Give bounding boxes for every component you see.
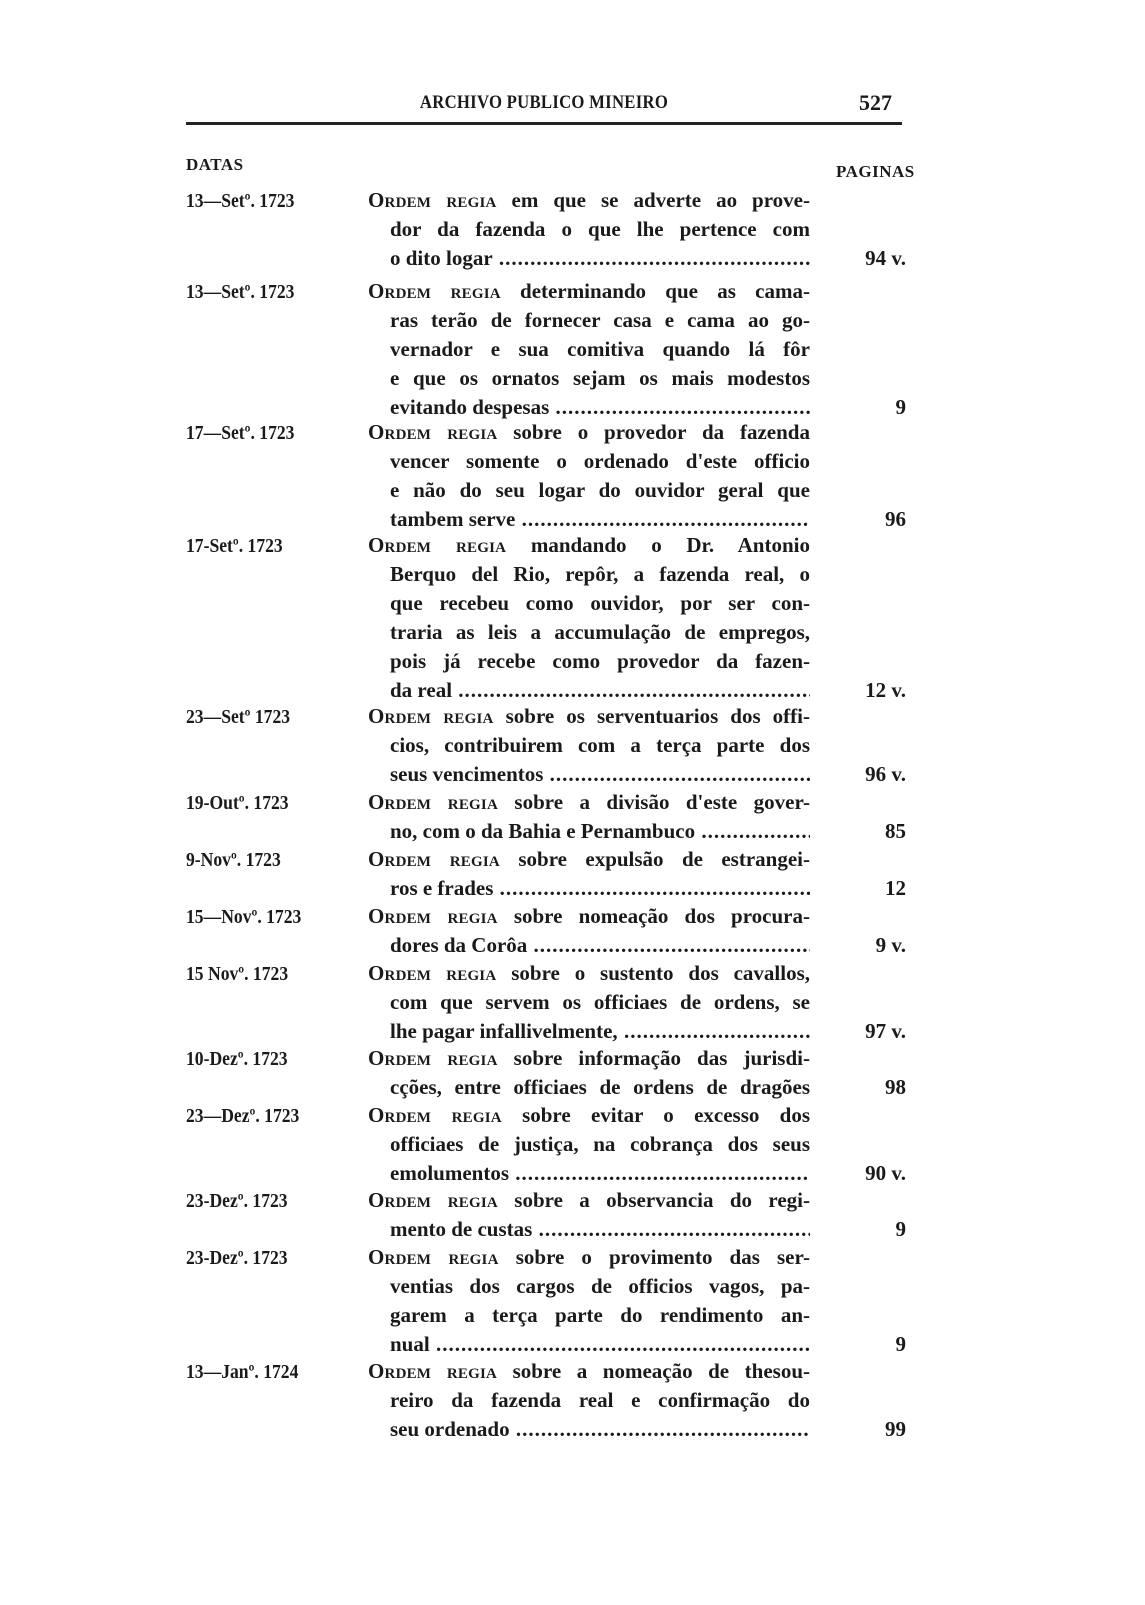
entry-line-text: sobre a nomeação de thesou- <box>497 1359 810 1383</box>
entry-lead: Ordem regia <box>368 961 497 985</box>
entry-line-text: vencer somente o ordenado d'este officio <box>390 449 810 473</box>
entry-line-text: e não do seu logar do ouvidor geral que <box>390 478 810 502</box>
entry-date: 23-Dezº. 1723 <box>186 1190 288 1212</box>
entry-last-line <box>368 676 810 705</box>
entry-date: 23-Dezº. 1723 <box>186 1247 288 1269</box>
entry-page-ref: 85 <box>885 819 906 843</box>
entry-line-text: mandando o Dr. Antonio <box>506 533 810 557</box>
entry-last-line <box>368 931 810 960</box>
entry-line-text: com que servem os officiaes de ordens, se <box>390 990 810 1014</box>
entry-line <box>368 1301 810 1330</box>
entry-line-text: seus vencimentos ..... <box>390 762 810 786</box>
entry-line-text: sobre a divisão d'este gover- <box>497 790 810 814</box>
entry-date: 13—Setº. 1723 <box>186 281 295 303</box>
entry-line-text: dores da Corôa ..... <box>390 933 810 957</box>
entry-last-line <box>368 1159 810 1188</box>
entry-description <box>368 1243 810 1359</box>
entry-page-ref: 12 <box>885 876 906 900</box>
entry-line <box>368 589 810 618</box>
entry-last-line <box>368 817 810 846</box>
entry-description <box>368 902 810 960</box>
entry-line-text: tambem serve ..... <box>390 507 810 531</box>
entry-description <box>368 1357 810 1444</box>
entry-line-text: sobre os serventuarios dos offi- <box>493 704 810 728</box>
entry-line-text: seu ordenado ..... <box>390 1417 810 1441</box>
entry-line-text: cções, entre officiaes de ordens de dragões <box>390 1075 810 1099</box>
entry-description <box>368 959 810 1046</box>
entry-line <box>368 618 810 647</box>
entry-line-text: ras terão de fornecer casa e cama ao go- <box>390 308 810 332</box>
entry-line-text: sobre informação das jurisdi- <box>497 1046 810 1070</box>
entry-line-text: determinando que as cama- <box>500 279 810 303</box>
entry-page-ref: 90 v. <box>865 1161 906 1185</box>
entry-line-text: ventias dos cargos de officios vagos, pa- <box>390 1274 810 1298</box>
entry-lead: Ordem regia <box>368 904 498 928</box>
entry-line-text: da real ..... <box>390 678 810 702</box>
entry-line <box>368 215 810 244</box>
page-number: 527 <box>859 90 892 115</box>
entry-page-ref: 9 v. <box>875 933 906 957</box>
entry-line-text: lhe pagar infallivelmente, ..... <box>390 1019 810 1043</box>
entry-line-text: reiro da fazenda real e confirmação do <box>390 1388 810 1412</box>
entry-line-text: mento de custas ..... <box>390 1217 810 1241</box>
entry-page-ref: 98 <box>885 1075 906 1099</box>
entry-line <box>368 902 810 931</box>
entry-description <box>368 788 810 846</box>
entry-lead: Ordem regia <box>368 533 507 557</box>
entry-last-line <box>368 1017 810 1046</box>
entry-line <box>368 647 810 676</box>
entry-lead: Ordem regia <box>368 790 498 814</box>
entry-page-ref: 12 v. <box>865 678 906 702</box>
entry-description <box>368 1186 810 1244</box>
running-title: ARCHIVO PUBLICO MINEIRO <box>419 92 669 113</box>
entry-line-text: nual ..... <box>390 1332 810 1356</box>
entry-line <box>368 959 810 988</box>
entry-date: 17-Setº. 1723 <box>186 535 283 557</box>
entry-line <box>368 1357 810 1386</box>
entry-line-text: Berquo del Rio, repôr, a fazenda real, o <box>390 562 810 586</box>
entry-description <box>368 531 810 705</box>
entry-date: 15 Novº. 1723 <box>186 963 289 985</box>
entry-date: 9-Novº. 1723 <box>186 849 281 871</box>
entry-line <box>368 447 810 476</box>
entry-page-ref: 9 <box>895 1217 906 1241</box>
entry-line-text: sobre o provedor da fazenda <box>497 420 810 444</box>
entry-line-text: sobre nomeação dos procura- <box>497 904 810 928</box>
entry-page-ref: 96 v. <box>865 762 906 786</box>
entry-line <box>368 186 810 215</box>
entry-line-text: sobre evitar o excesso dos <box>501 1103 810 1127</box>
entry-date: 19-Outº. 1723 <box>186 792 289 814</box>
entry-page-ref: 9 <box>895 395 906 419</box>
entry-line-text: sobre a observancia do regi- <box>497 1188 810 1212</box>
entry-line <box>368 1073 810 1102</box>
entry-date: 17—Setº. 1723 <box>186 422 295 444</box>
entry-line-text: o dito logar ..... <box>390 246 810 270</box>
entry-line <box>368 364 810 393</box>
entry-line-text: dor da fazenda o que lhe pertence com <box>390 217 810 241</box>
entry-line-text: officiaes de justiça, na cobrança dos seus <box>390 1132 810 1156</box>
entry-date: 13—Janº. 1724 <box>186 1361 299 1383</box>
entry-line-text: traria as leis a accumulação de empregos, <box>390 620 810 644</box>
pages-column-label: PAGINAS <box>836 162 915 181</box>
entry-line <box>368 1044 810 1073</box>
entry-lead: Ordem regia <box>368 1245 499 1269</box>
entry-date: 23—Setº 1723 <box>186 706 291 728</box>
entry-lead: Ordem regia <box>368 704 494 728</box>
entry-line-text: que recebeu como ouvidor, por ser con- <box>390 591 810 615</box>
entry-last-line <box>368 1415 810 1444</box>
entry-page-ref: 96 <box>885 507 906 531</box>
entry-line-text: vernador e sua comitiva quando lá fôr <box>390 337 810 361</box>
entry-line <box>368 418 810 447</box>
entry-line-text: sobre o sustento dos cavallos, <box>496 961 810 985</box>
entry-description <box>368 1101 810 1188</box>
entry-line-text: sobre o provimento das ser- <box>498 1245 810 1269</box>
entry-line-text: no, com o da Bahia e Pernambuco ..... <box>390 819 810 843</box>
entry-line <box>368 1101 810 1130</box>
entry-date: 13—Setº. 1723 <box>186 190 295 212</box>
entry-description <box>368 1044 810 1102</box>
entry-line-text: cios, contribuirem com a terça parte dos <box>390 733 810 757</box>
entry-line <box>368 988 810 1017</box>
entry-line-text: emolumentos ..... <box>390 1161 810 1185</box>
entry-line <box>368 277 810 306</box>
entry-last-line <box>368 1330 810 1359</box>
entry-line <box>368 531 810 560</box>
entry-line <box>368 702 810 731</box>
entry-last-line <box>368 505 810 534</box>
entry-description <box>368 277 810 422</box>
entry-lead: Ordem regia <box>368 279 501 303</box>
entry-line <box>368 788 810 817</box>
entry-page-ref: 97 v. <box>865 1019 906 1043</box>
entry-line <box>368 845 810 874</box>
entry-page-ref: 99 <box>885 1417 906 1441</box>
entry-date: 10-Dezº. 1723 <box>186 1048 288 1070</box>
entry-last-line <box>368 760 810 789</box>
entry-lead: Ordem regia <box>368 847 500 871</box>
entry-line <box>368 476 810 505</box>
entry-line <box>368 560 810 589</box>
entry-line-text: em que se adverte ao prove- <box>496 188 810 212</box>
entry-line <box>368 1272 810 1301</box>
entry-line <box>368 1186 810 1215</box>
entry-date: 15—Novº. 1723 <box>186 906 302 928</box>
entry-line-text: e que os ornatos sejam os mais modestos <box>390 366 810 390</box>
entry-lead: Ordem regia <box>368 1103 502 1127</box>
entry-line-text: garem a terça parte do rendimento an- <box>390 1303 810 1327</box>
entry-description <box>368 186 810 273</box>
entry-description <box>368 845 810 903</box>
entry-lead: Ordem regia <box>368 420 498 444</box>
entry-line <box>368 335 810 364</box>
entry-description <box>368 702 810 789</box>
entry-lead: Ordem regia <box>368 188 497 212</box>
entry-description <box>368 418 810 534</box>
entry-date: 23—Dezº. 1723 <box>186 1105 300 1127</box>
entry-line-text: sobre expulsão de estrangei- <box>499 847 811 871</box>
entry-line <box>368 731 810 760</box>
entry-line-text: evitando despesas ..... <box>390 395 810 419</box>
entry-page-ref: 94 v. <box>865 246 906 270</box>
entry-last-line <box>368 244 810 273</box>
entry-lead: Ordem regia <box>368 1359 498 1383</box>
entry-line <box>368 1386 810 1415</box>
entry-last-line <box>368 1215 810 1244</box>
entry-line <box>368 1130 810 1159</box>
entry-line-text: pois já recebe como provedor da fazen- <box>390 649 810 673</box>
entry-line-text: ros e frades ..... <box>390 876 810 900</box>
entry-page-ref: 9 <box>895 1332 906 1356</box>
entry-lead: Ordem regia <box>368 1188 498 1212</box>
entry-line <box>368 306 810 335</box>
dates-column-label: DATAS <box>186 155 244 174</box>
entry-last-line <box>368 874 810 903</box>
entry-lead: Ordem regia <box>368 1046 498 1070</box>
entry-line <box>368 1243 810 1272</box>
